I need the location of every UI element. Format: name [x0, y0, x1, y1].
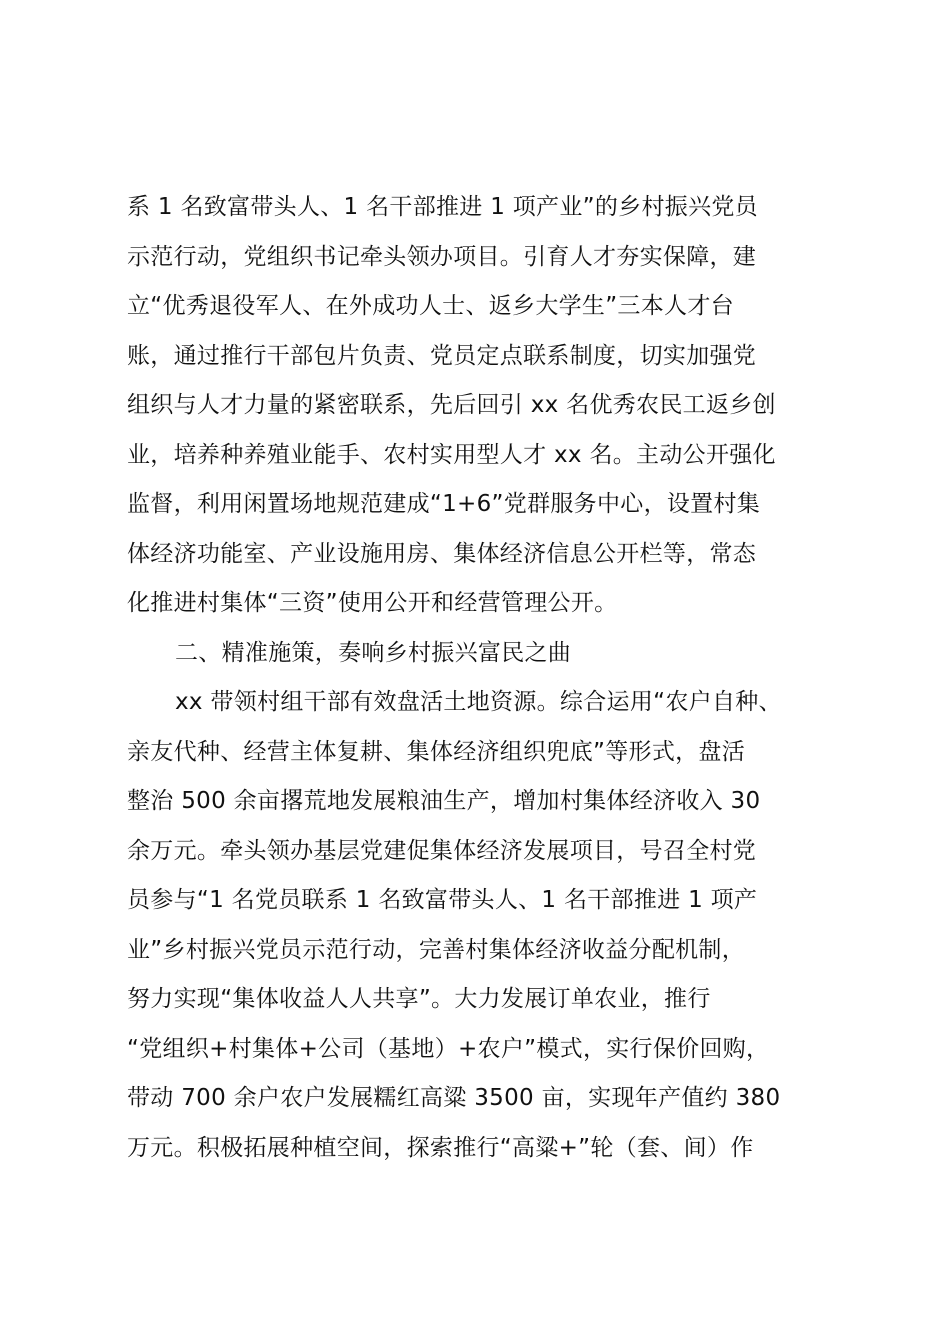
paragraph-line: 努力实现“集体收益人人共享”。大力发展订单农业，推行 — [127, 986, 711, 1012]
paragraph-line: 示范行动，党组织书记牵头领办项目。引育人才夯实保障，建 — [127, 243, 757, 270]
paragraph-line: 立“优秀退役军人、在外成功人士、返乡大学生”三本人才台 — [127, 293, 734, 319]
paragraph-line: 带动 700 余户农户发展糯红高粱 3500 亩，实现年产值约 380 — [127, 1085, 781, 1111]
paragraph-line: 整治 500 余亩撂荒地发展粮油生产，增加村集体经济收入 30 — [127, 788, 761, 814]
paragraph-line: 监督，利用闲置场地规范建成“1+6”党群服务中心，设置村集 — [127, 491, 761, 517]
paragraph-line: 余万元。牵头领办基层党建促集体经济发展项目，号召全村党 — [127, 837, 757, 864]
paragraph-line: 体经济功能室、产业设施用房、集体经济信息公开栏等，常态 — [127, 540, 757, 567]
paragraph-line: 员参与“1 名党员联系 1 名致富带头人、1 名干部推进 1 项产 — [127, 887, 758, 913]
paragraph-line: 业，培养种养殖业能手、农村实用型人才 xx 名。主动公开强化 — [127, 441, 776, 468]
section-heading: 二、精准施策，奏响乡村振兴富民之曲 — [175, 639, 572, 666]
paragraph-line: “党组织+村集体+公司（基地）+农户”模式，实行保价回购， — [127, 1035, 770, 1062]
paragraph-line: 亲友代种、经营主体复耕、集体经济组织兜底”等形式，盘活 — [127, 738, 746, 765]
document-body — [127, 183, 837, 1173]
paragraph-line: 业”乡村振兴党员示范行动，完善村集体经济收益分配机制， — [127, 936, 746, 963]
paragraph-line: 化推进村集体“三资”使用公开和经营管理公开。 — [127, 590, 618, 616]
paragraph-line: xx 带领村组干部有效盘活土地资源。综合运用“农户自种、 — [175, 689, 782, 715]
paragraph-line: 账，通过推行干部包片负责、党员定点联系制度，切实加强党 — [127, 342, 757, 369]
paragraph-line: 系 1 名致富带头人、1 名干部推进 1 项产业”的乡村振兴党员 — [127, 194, 758, 220]
paragraph-line: 万元。积极拓展种植空间，探索推行“高粱+”轮（套、间）作 — [127, 1134, 754, 1161]
paragraph-line: 组织与人才力量的紧密联系，先后回引 xx 名优秀农民工返乡创 — [127, 392, 776, 418]
